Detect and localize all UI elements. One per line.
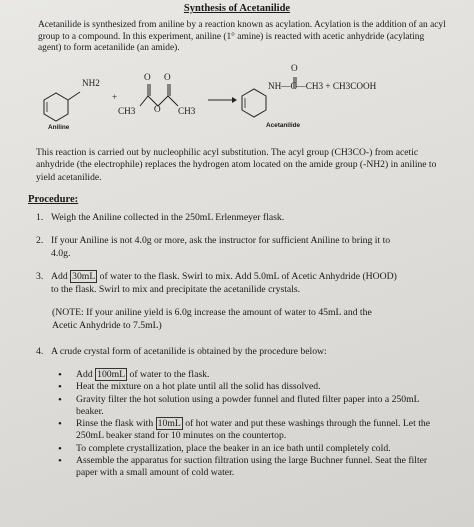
bullet-item	[58, 369, 448, 381]
note-line-1: (NOTE: If your aniline yield is 6.0g increase the amount of water to 45mL and the	[52, 307, 372, 318]
reaction-arrowhead	[232, 97, 237, 103]
bullet-item	[58, 381, 448, 393]
step-text: Weigh the Aniline collected in the 250mL Erlenmeyer flask.	[51, 212, 285, 223]
boxed-water-volume: 30mL	[72, 271, 96, 282]
procedure-heading: Procedure:	[28, 194, 79, 205]
boxed-rinse-volume: 10mL	[157, 418, 181, 430]
step-text-continued: 4.0g.	[51, 247, 71, 259]
product-oxygen: O	[291, 63, 298, 73]
bullet-item	[58, 394, 448, 419]
reaction-scheme	[36, 63, 456, 136]
step-number: 2.	[36, 235, 44, 246]
step-text	[51, 271, 397, 284]
step-text-continued: to the flask. Swirl to mix and precipitate the acetanilide crystals.	[51, 283, 301, 295]
bullet-text: Rinse the flask with	[76, 418, 156, 430]
bullet-dot-icon: •	[58, 393, 62, 406]
page-title: Synthesis of Acetanilide	[183, 3, 291, 14]
aniline-ring	[44, 93, 68, 121]
bullet-text: To complete crystallization, place the beaker in an ice bath until completely cold.	[76, 442, 391, 454]
mechanism-paragraph: This reaction is carried out by nucleophilic acyl substitution. The acyl group (CH3CO-) from acetic anhydride (the electrophile) replaces the hydrogen atom located on the amide group (-NH2) in aniline to yield acetanilide.	[36, 147, 437, 183]
anhydride-bridge-oxygen: O	[154, 104, 161, 114]
anhydride-oxygen-left: O	[144, 72, 151, 82]
bullet-item	[58, 455, 448, 480]
step-number: 3.	[36, 271, 44, 282]
step-2	[36, 235, 456, 261]
step-text: If your Aniline is not 4.0g or more, ask the instructor for sufficient Aniline to bring it to	[51, 235, 391, 246]
anhydride-oxygen-right: O	[164, 72, 171, 82]
bullet-dot-icon: •	[58, 442, 62, 455]
bullet-dot-icon: •	[58, 369, 62, 381]
bullet-text: of hot water and put these washings through the funnel. Let the 250mL beaker stand for 10 minutes on the countertop.	[76, 418, 431, 442]
bullet-dot-icon: •	[58, 455, 62, 468]
step-3	[36, 271, 456, 297]
bullet-dot-icon: •	[58, 418, 62, 431]
bullet-dot-icon: •	[58, 381, 62, 394]
acetanilide-ring	[242, 89, 266, 117]
step-number: 1.	[36, 212, 44, 223]
methyl-left: CH3	[118, 106, 136, 116]
bullet-list	[58, 369, 448, 480]
aniline-label: Aniline	[48, 124, 70, 131]
boxed-water-volume: 100mL	[97, 369, 126, 380]
bullet-item	[58, 443, 448, 455]
product-formula: NH—C—CH3 + CH3COOH	[268, 81, 377, 91]
nh2-group: NH2	[82, 78, 100, 88]
note-line-2: Acetic Anhydride to 7.5mL)	[52, 319, 162, 331]
bullet-text: Heat the mixture on a hot plate until all the solid has dissolved.	[76, 381, 321, 393]
intro-paragraph: Acetanilide is synthesized from aniline by a reaction known as acylation. Acylation is the addition of an acyl group to a compound. In this experiment, aniline (1° amine) is reacted with acetic anhydride (acylating agent) to form acetanilide (an amide).	[38, 20, 446, 54]
aniline-ring-nh2-bond	[68, 92, 80, 100]
plus-sign: +	[112, 92, 118, 102]
bullet-text: Gravity filter the hot solution using a powder funnel and fluted filter paper into a 250mL beaker.	[76, 393, 420, 417]
methyl-right: CH3	[178, 106, 196, 116]
note-block	[52, 307, 452, 332]
step-text: A crude crystal form of acetanilide is obtained by the procedure below:	[51, 346, 327, 357]
step-text-end: of water to the flask. Swirl to mix. Add 5.0mL of Acetic Anhydride (HOOD)	[97, 271, 397, 282]
step-text-start: Add	[51, 271, 71, 282]
acetanilide-label: Acetanilide	[266, 122, 301, 129]
step-number: 4.	[36, 346, 44, 357]
reaction-drawing	[36, 66, 456, 136]
bullet-text: of water to the flask.	[127, 369, 210, 380]
bullet-item	[58, 418, 448, 443]
bullet-text: Add	[76, 369, 96, 380]
bullet-text: Assemble the apparatus for suction filtration using the large Buchner funnel. Seat the filter paper with a small amount of cold water.	[76, 455, 428, 479]
